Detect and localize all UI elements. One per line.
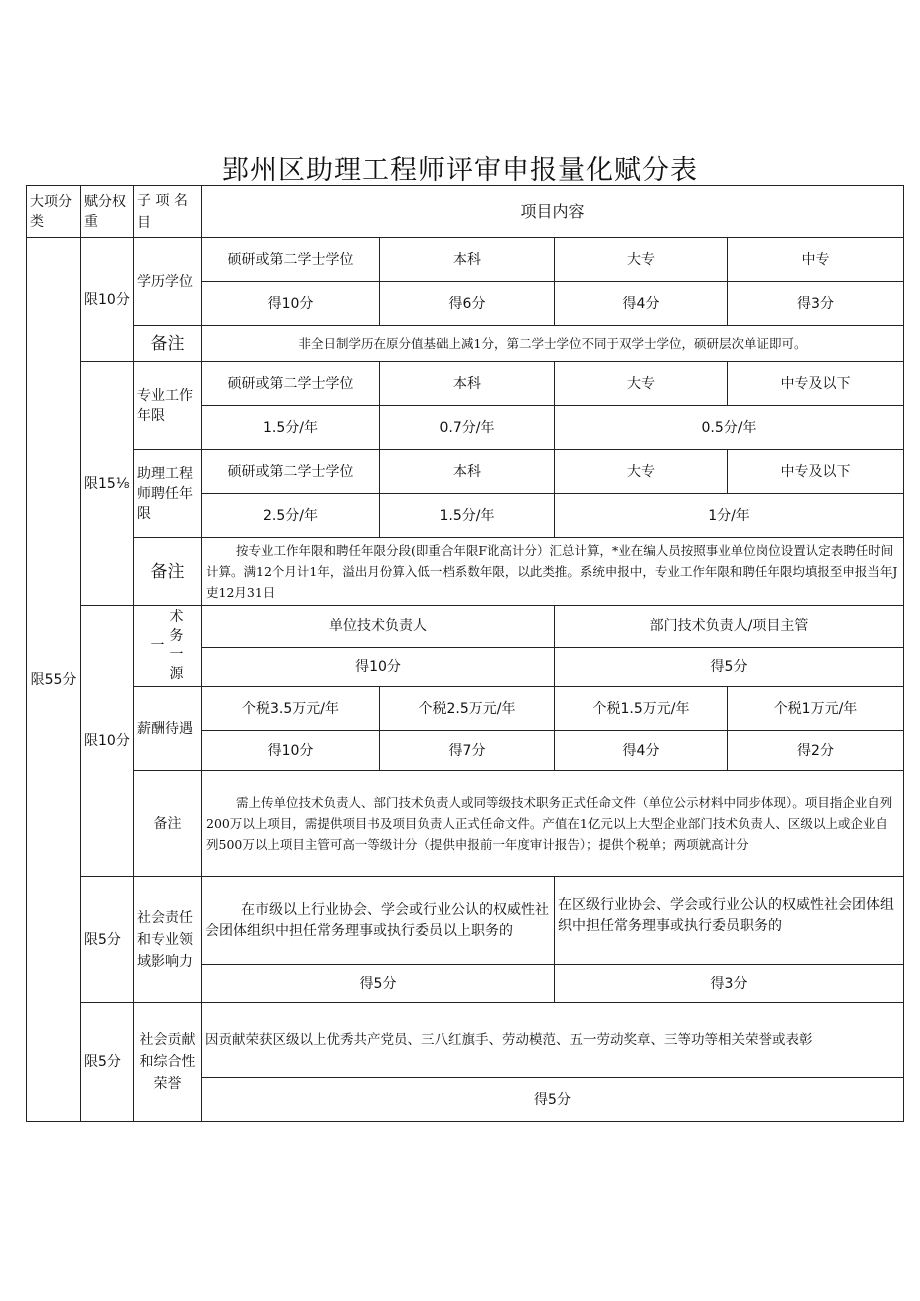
tech-note-label: 备注 (134, 771, 202, 877)
education-note-row (27, 326, 904, 362)
years-note-row (27, 538, 904, 606)
header-row (27, 186, 904, 238)
hire-years-levels-row (27, 450, 904, 494)
education-score-cell: 得6分 (380, 282, 555, 326)
header-weight: 赋分权重 (81, 186, 134, 238)
hire-score-cell: 1分/年 (555, 494, 904, 538)
salary-level-cell: 个税1.5万元/年 (555, 687, 728, 731)
tech-name (134, 606, 202, 687)
honor-score-cell: 得5分 (202, 1078, 904, 1122)
hire-level-cell: 中专及以下 (728, 450, 904, 494)
honor-weight: 限5分 (81, 1003, 134, 1122)
education-score-cell: 得10分 (202, 282, 380, 326)
tech-role-cell: 部门技术负责人/项目主管 (555, 606, 904, 648)
education-level-cell: 大专 (555, 238, 728, 282)
tech-role-cell: 单位技术负责人 (202, 606, 555, 648)
work-years-levels-row (27, 362, 904, 406)
work-score-cell: 0.7分/年 (380, 406, 555, 450)
education-note-label: 备注 (134, 326, 202, 362)
hire-level-cell: 大专 (555, 450, 728, 494)
social-item-cell: 在市级以上行业协会、学会或行业公认的权威性社会团体组织中担任常务理事或执行委员以上职务的 (202, 877, 555, 965)
education-score-cell: 得3分 (728, 282, 904, 326)
education-levels-row (27, 238, 904, 282)
work-level-cell: 本科 (380, 362, 555, 406)
honor-item-cell: 因贡献荣获区级以上优秀共产党员、三八红旗手、劳动模范、五一劳动奖章、三等功等相关荣誉或表彰 (202, 1003, 904, 1078)
salary-name: 薪酬待遇 (134, 687, 202, 771)
honor-name: 社会贡献和综合性荣誉 (134, 1003, 202, 1122)
work-level-cell: 中专及以下 (728, 362, 904, 406)
category-main: 限55分 (27, 238, 81, 1122)
social-items-row (27, 877, 904, 965)
education-note: 非全日制学历在原分值基础上减1分，第二学士学位不同于双学士学位，硕研层次单证即可。 (202, 326, 904, 362)
education-score-cell: 得4分 (555, 282, 728, 326)
hire-score-cell: 2.5分/年 (202, 494, 380, 538)
education-level-cell: 硕研或第二学士学位 (202, 238, 380, 282)
salary-level-cell: 个税3.5万元/年 (202, 687, 380, 731)
salary-score-cell: 得7分 (380, 731, 555, 771)
social-name: 社会责任和专业领域影响力 (134, 877, 202, 1003)
scoring-table (26, 185, 904, 1122)
tech-note: 需上传单位技术负责人、部门技术负责人或同等级技术职务正式任命文件（单位公示材料中同步体现）。项目指企业自列200万以上项目，需提供项目书及项目负责人正式任命文件。产值在1亿元以上大型企业部门技术负责人、区级以上或企业自列500万以上项目主管可高一等级计分（提供申报前一年度审计报告）；提供个税单；两项就高计分 (202, 771, 904, 877)
education-level-cell: 本科 (380, 238, 555, 282)
education-level-cell: 中专 (728, 238, 904, 282)
header-category: 大项分类 (27, 186, 81, 238)
years-note-label: 备注 (134, 538, 202, 606)
work-years-name: 专业工作年限 (134, 362, 202, 450)
social-item-cell: 在区级行业协会、学会或行业公认的权威性社会团体组织中担任常务理事或执行委员职务的 (555, 877, 904, 965)
tech-note-row (27, 771, 904, 877)
work-score-cell: 0.5分/年 (555, 406, 904, 450)
years-weight: 限15⅛ (81, 362, 134, 606)
salary-score-cell: 得4分 (555, 731, 728, 771)
tech-role-score-cell: 得5分 (555, 647, 904, 686)
tech-name-bars: 一 (150, 637, 165, 654)
salary-score-cell: 得10分 (202, 731, 380, 771)
hire-score-cell: 1.5分/年 (380, 494, 555, 538)
social-score-cell: 得3分 (555, 965, 904, 1003)
salary-levels-row (27, 687, 904, 731)
salary-score-cell: 得2分 (728, 731, 904, 771)
header-content: 项目内容 (202, 186, 904, 238)
tech-name-text: 术务一源 (169, 609, 184, 682)
header-subitem: 子 项 名目 (134, 186, 202, 238)
work-level-cell: 硕研或第二学士学位 (202, 362, 380, 406)
education-name: 学历学位 (134, 238, 202, 326)
work-score-cell: 1.5分/年 (202, 406, 380, 450)
tech-weight: 限10分 (81, 606, 134, 877)
hire-level-cell: 硕研或第二学士学位 (202, 450, 380, 494)
work-level-cell: 大专 (555, 362, 728, 406)
tech-role-score-cell: 得10分 (202, 647, 555, 686)
social-score-cell: 得5分 (202, 965, 555, 1003)
hire-level-cell: 本科 (380, 450, 555, 494)
honor-item-row (27, 1003, 904, 1078)
salary-level-cell: 个税1万元/年 (728, 687, 904, 731)
years-note: 按专业工作年限和聘任年限分段(即重合年限F讹高计分）汇总计算，*业在编人员按照事业单位岗位设置认定表聘任时间计算。满12个月计1年，溢出月份算入低一档系数年限，以此类推。系统申报中，专业工作年限和聘任年限均填报至申报当年J吏12月31日 (202, 538, 904, 606)
social-weight: 限5分 (81, 877, 134, 1003)
tech-roles-row (27, 606, 904, 648)
salary-level-cell: 个税2.5万元/年 (380, 687, 555, 731)
education-weight: 限10分 (81, 238, 134, 362)
hire-years-name: 助理工程师聘任年限 (134, 450, 202, 538)
page-title: 郢州区助理工程师评审申报量化赋分表 (222, 155, 698, 186)
